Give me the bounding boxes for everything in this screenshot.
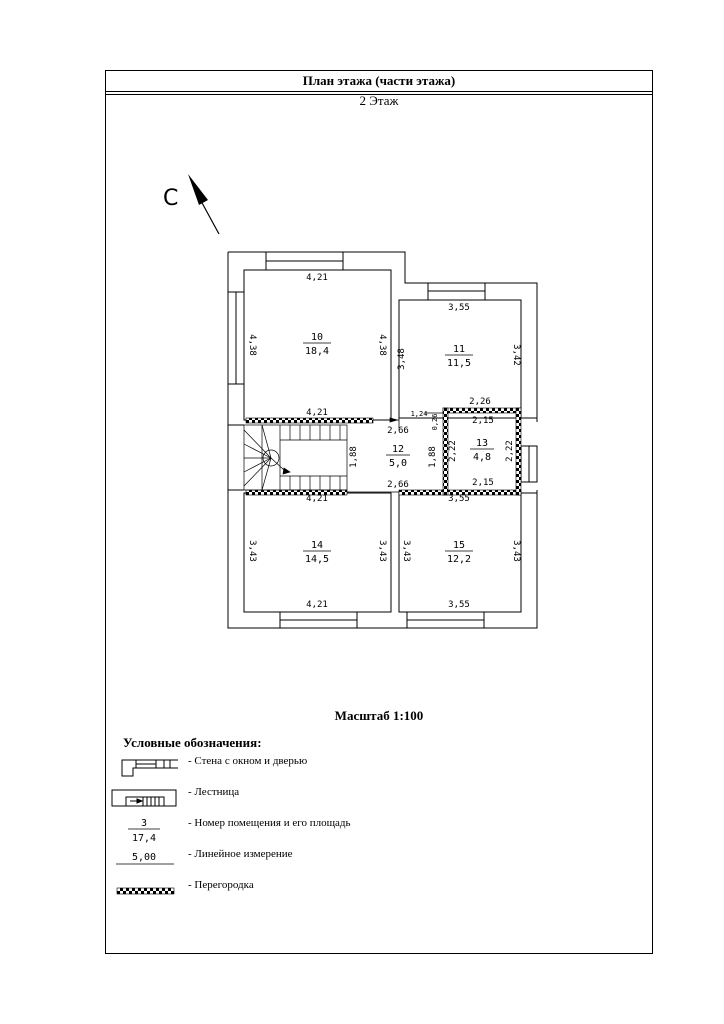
- room-area: 11,5: [446, 358, 472, 369]
- room-area: 14,5: [304, 554, 330, 565]
- legend-dimension-sample: [116, 852, 174, 864]
- dimension: 2,15: [472, 416, 494, 426]
- room-number: 11: [452, 344, 466, 355]
- floor-label: 2 Этаж: [359, 93, 399, 108]
- dimension: 3,55: [448, 600, 470, 610]
- legend-partition-icon: [117, 888, 174, 894]
- room-number: 10: [310, 332, 324, 343]
- dimension: 4,21: [306, 408, 328, 418]
- legend-room-sample: [128, 818, 160, 844]
- dimension: 1,88: [428, 446, 438, 468]
- compass-arrow-icon: [188, 174, 219, 234]
- legend-label-room-number: - Номер помещения и его площадь: [188, 817, 351, 829]
- dimension: 2,22: [505, 440, 515, 462]
- room-area: 18,4: [304, 346, 330, 357]
- room-number: 13: [475, 438, 489, 449]
- dimension: 2,22: [448, 440, 458, 462]
- dimension: 1,88: [349, 446, 359, 468]
- dimension: 2,66: [387, 480, 409, 490]
- legend-label-wall: - Стена с окном и дверью: [188, 755, 308, 767]
- room-area: 12,2: [446, 554, 472, 565]
- dimension: 4,38: [377, 334, 387, 356]
- room-area: 4,8: [472, 452, 492, 463]
- dimension: 4,38: [247, 334, 257, 356]
- legend-label-partition: - Перегородка: [188, 879, 254, 891]
- dimension: 2,66: [387, 426, 409, 436]
- legend-stairs-icon: [112, 790, 176, 806]
- room-area: 5,0: [388, 458, 408, 469]
- dimension: 3,43: [511, 540, 521, 562]
- svg-text:3: 3: [140, 818, 148, 829]
- room-number: 15: [452, 540, 466, 551]
- room-number: 12: [391, 444, 405, 455]
- scale-label: Масштаб 1:100: [334, 708, 424, 723]
- legend-wall-icon: [122, 760, 178, 776]
- dimension: 3,43: [247, 540, 257, 562]
- dimension: 2,26: [469, 397, 491, 407]
- windows: [228, 252, 537, 628]
- building-outline: [228, 252, 537, 628]
- stairs-icon: [244, 425, 347, 490]
- page-title: План этажа (части этажа): [106, 71, 652, 92]
- dimension: 3,55: [448, 303, 470, 313]
- legend-label-stairs: - Лестница: [188, 786, 240, 798]
- svg-text:17,4: 17,4: [131, 833, 157, 844]
- dimension: 1,24: [410, 410, 428, 418]
- svg-text:5,00: 5,00: [131, 852, 157, 863]
- dimension: 2,15: [472, 478, 494, 488]
- legend-label-dimension: - Линейное измерение: [188, 848, 293, 860]
- room-number: 14: [310, 540, 324, 551]
- dimension: 3,43: [401, 540, 411, 562]
- dimension: 3,42: [511, 344, 521, 366]
- dimension: 4,21: [306, 494, 328, 504]
- dimension: 3,48: [397, 348, 407, 370]
- dimension: 4,21: [306, 600, 328, 610]
- compass-label: С: [163, 186, 179, 211]
- dimension: 3,43: [377, 540, 387, 562]
- dimension: 0,26: [431, 413, 439, 431]
- dimension: 4,21: [306, 273, 328, 283]
- dimension: 3,55: [448, 494, 470, 504]
- legend-title: Условные обозначения:: [123, 735, 262, 750]
